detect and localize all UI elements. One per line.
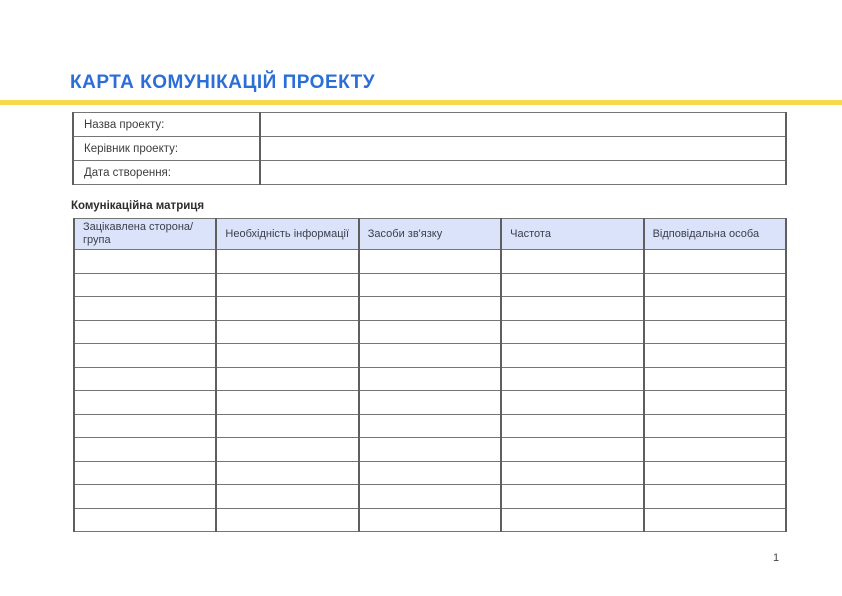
matrix-cell[interactable] xyxy=(216,273,358,297)
matrix-empty-row xyxy=(74,461,786,485)
matrix-cell[interactable] xyxy=(644,391,786,415)
matrix-cell[interactable] xyxy=(74,438,216,462)
matrix-cell[interactable] xyxy=(74,461,216,485)
matrix-cell[interactable] xyxy=(359,273,501,297)
matrix-cell[interactable] xyxy=(216,508,358,532)
matrix-cell[interactable] xyxy=(644,273,786,297)
matrix-empty-row xyxy=(74,297,786,321)
info-label-creation-date: Дата створення: xyxy=(73,161,260,185)
matrix-cell[interactable] xyxy=(359,297,501,321)
matrix-cell[interactable] xyxy=(501,367,643,391)
matrix-empty-row xyxy=(74,367,786,391)
matrix-empty-row xyxy=(74,508,786,532)
page-number: 1 xyxy=(773,552,780,564)
matrix-header-stakeholder: Зацікавлена сторона/група xyxy=(74,219,216,250)
matrix-cell[interactable] xyxy=(644,461,786,485)
matrix-cell[interactable] xyxy=(216,250,358,274)
matrix-cell[interactable] xyxy=(74,414,216,438)
matrix-cell[interactable] xyxy=(74,297,216,321)
matrix-cell[interactable] xyxy=(644,250,786,274)
matrix-cell[interactable] xyxy=(359,344,501,368)
matrix-cell[interactable] xyxy=(501,438,643,462)
matrix-cell[interactable] xyxy=(644,485,786,509)
matrix-empty-row xyxy=(74,344,786,368)
matrix-cell[interactable] xyxy=(501,391,643,415)
matrix-cell[interactable] xyxy=(501,414,643,438)
matrix-empty-row xyxy=(74,320,786,344)
matrix-cell[interactable] xyxy=(216,461,358,485)
matrix-cell[interactable] xyxy=(359,461,501,485)
matrix-cell[interactable] xyxy=(501,344,643,368)
matrix-header-frequency: Частота xyxy=(501,219,643,250)
matrix-section-title: Комунікаційна матриця xyxy=(71,200,205,212)
info-label-project-manager: Керівник проекту: xyxy=(73,137,260,161)
matrix-cell[interactable] xyxy=(74,344,216,368)
matrix-cell[interactable] xyxy=(644,367,786,391)
matrix-empty-row xyxy=(74,273,786,297)
matrix-cell[interactable] xyxy=(216,485,358,509)
matrix-cell[interactable] xyxy=(501,297,643,321)
matrix-empty-row xyxy=(74,485,786,509)
matrix-cell[interactable] xyxy=(359,367,501,391)
matrix-cell[interactable] xyxy=(74,367,216,391)
matrix-cell[interactable] xyxy=(644,344,786,368)
info-label-project-name: Назва проекту: xyxy=(73,113,260,137)
matrix-cell[interactable] xyxy=(216,367,358,391)
matrix-cell[interactable] xyxy=(359,391,501,415)
info-value-creation-date[interactable] xyxy=(260,161,786,185)
matrix-cell[interactable] xyxy=(216,438,358,462)
matrix-cell[interactable] xyxy=(216,344,358,368)
matrix-cell[interactable] xyxy=(644,297,786,321)
project-info-table xyxy=(72,112,787,185)
matrix-cell[interactable] xyxy=(644,320,786,344)
matrix-header-row xyxy=(74,219,786,250)
matrix-cell[interactable] xyxy=(216,414,358,438)
matrix-header-channels: Засоби зв'язку xyxy=(359,219,501,250)
matrix-cell[interactable] xyxy=(501,485,643,509)
matrix-body xyxy=(74,250,786,532)
matrix-cell[interactable] xyxy=(359,414,501,438)
matrix-cell[interactable] xyxy=(644,508,786,532)
matrix-cell[interactable] xyxy=(74,273,216,297)
matrix-cell[interactable] xyxy=(74,320,216,344)
matrix-cell[interactable] xyxy=(216,320,358,344)
matrix-cell[interactable] xyxy=(216,391,358,415)
page-title: КАРТА КОМУНІКАЦІЙ ПРОЕКТУ xyxy=(70,72,376,93)
table-row xyxy=(73,137,786,161)
matrix-cell[interactable] xyxy=(359,508,501,532)
matrix-cell[interactable] xyxy=(359,320,501,344)
matrix-header-responsible: Відповідальна особа xyxy=(644,219,786,250)
matrix-cell[interactable] xyxy=(74,250,216,274)
info-value-project-manager[interactable] xyxy=(260,137,786,161)
matrix-cell[interactable] xyxy=(216,297,358,321)
table-row xyxy=(73,161,786,185)
matrix-cell[interactable] xyxy=(359,438,501,462)
matrix-empty-row xyxy=(74,414,786,438)
communication-matrix-table xyxy=(73,218,787,532)
matrix-cell[interactable] xyxy=(501,461,643,485)
matrix-cell[interactable] xyxy=(74,508,216,532)
info-value-project-name[interactable] xyxy=(260,113,786,137)
matrix-empty-row xyxy=(74,438,786,462)
matrix-cell[interactable] xyxy=(359,250,501,274)
table-row xyxy=(73,113,786,137)
matrix-cell[interactable] xyxy=(501,250,643,274)
matrix-empty-row xyxy=(74,391,786,415)
matrix-cell[interactable] xyxy=(644,414,786,438)
matrix-cell[interactable] xyxy=(74,485,216,509)
matrix-cell[interactable] xyxy=(501,508,643,532)
matrix-cell[interactable] xyxy=(74,391,216,415)
title-underline-rule xyxy=(0,100,842,105)
matrix-cell[interactable] xyxy=(359,485,501,509)
matrix-cell[interactable] xyxy=(501,273,643,297)
matrix-cell[interactable] xyxy=(501,320,643,344)
matrix-header-info-need: Необхідність інформації xyxy=(216,219,358,250)
matrix-cell[interactable] xyxy=(644,438,786,462)
matrix-empty-row xyxy=(74,250,786,274)
